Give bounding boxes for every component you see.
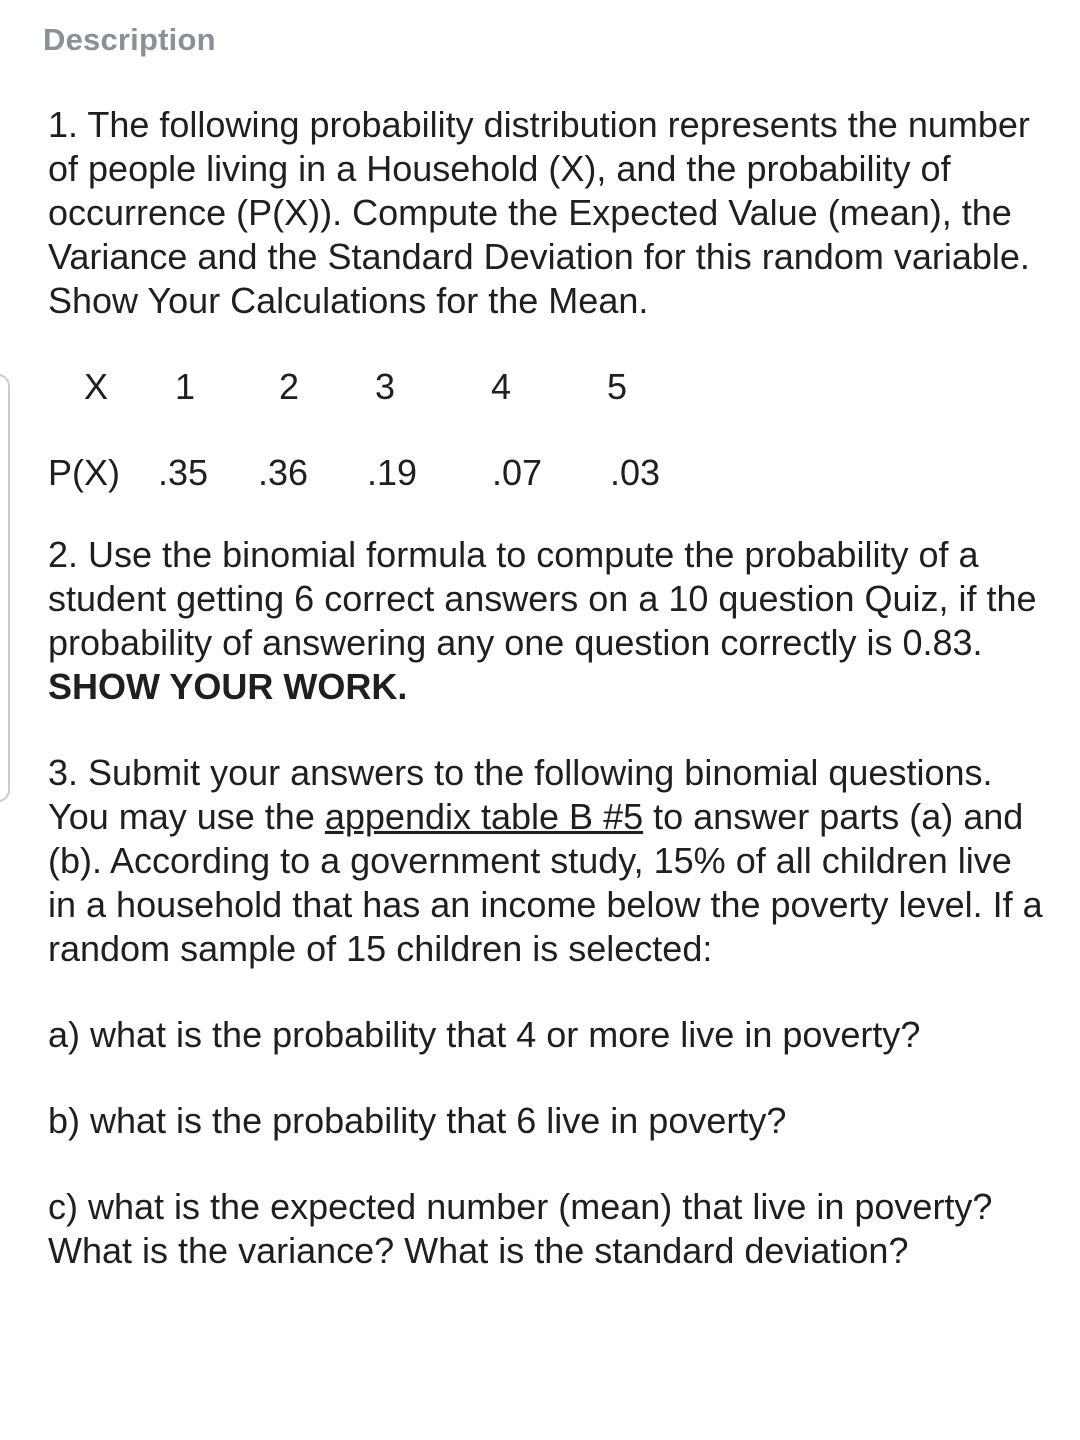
x-value: 3 (375, 366, 396, 407)
question-1-text: 1. The following probability distribution represents the number of people living in a Household (X), and the probability of occurrence (P(X)). Compute the Expected Value (mean), the Variance and the Standard Deviation for this random variable. Show Your Calculations for the Mean. (48, 104, 1030, 321)
question-3-body: to answer parts (a) and (b). According to a government study, 15% of all children live in a household that has an income below the poverty level. If a random sample of 15 children is selected: (48, 796, 1043, 969)
probability-distribution-table (48, 365, 1048, 495)
question-3-intro: 3. Submit your answers to the following binomial questions. You may use the (48, 752, 993, 837)
question-2-text (48, 533, 1048, 709)
probability-value: .36 (258, 452, 309, 493)
probability-value: .07 (492, 452, 543, 493)
x-value: 1 (175, 366, 196, 407)
description-body (48, 100, 1048, 1273)
probability-value: .19 (367, 452, 418, 493)
side-drawer-handle[interactable] (0, 374, 10, 802)
x-value: 4 (491, 366, 512, 407)
x-value: 2 (279, 366, 300, 407)
question-3-part-b: b) what is the probability that 6 live in poverty? (48, 1100, 787, 1141)
question-3-text (48, 751, 1048, 971)
probability-label: P(X) (48, 452, 120, 493)
question-2-emphasis: SHOW YOUR WORK. (48, 666, 408, 707)
question-3-part-a: a) what is the probability that 4 or more live in poverty? (48, 1014, 921, 1055)
question-2-body: 2. Use the binomial formula to compute the probability of a student getting 6 correct answers on a 10 question Quiz, if the probability of answering any one question correctly is 0.83. (48, 534, 1037, 663)
probability-value: .03 (610, 452, 661, 493)
probability-value: .35 (158, 452, 209, 493)
x-value: 5 (607, 366, 628, 407)
appendix-table-link[interactable]: appendix table B #5 (324, 796, 644, 837)
description-heading: Description (43, 22, 216, 57)
question-3-part-c: c) what is the expected number (mean) that live in poverty? What is the variance? What is the standard deviation? (48, 1186, 993, 1271)
x-label: X (84, 366, 109, 407)
